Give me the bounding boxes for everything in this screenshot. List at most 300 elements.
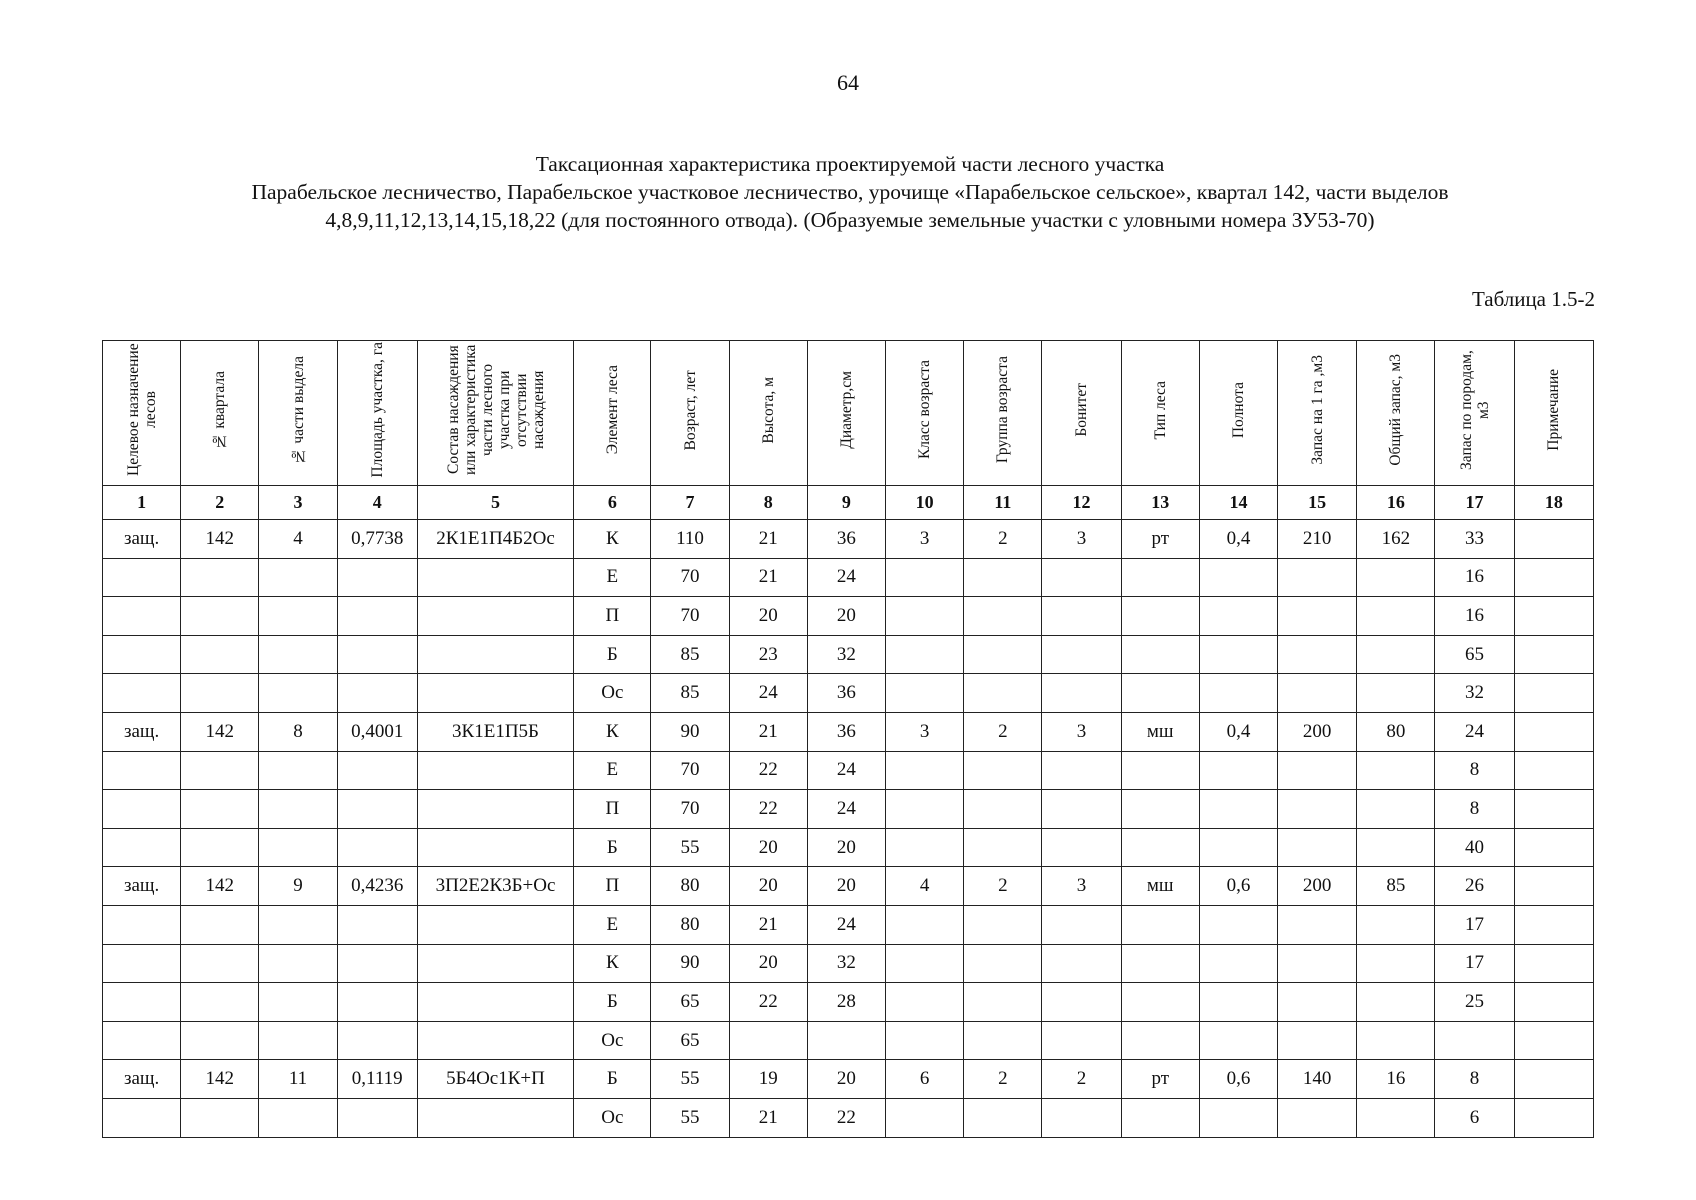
table-cell (417, 1098, 573, 1137)
table-cell (1042, 828, 1121, 867)
table-cell (181, 597, 259, 636)
page-number: 64 (837, 70, 859, 95)
table-cell: 3П2Е2К3Б+Ос (417, 867, 573, 906)
table-cell (181, 944, 259, 983)
table-cell (417, 828, 573, 867)
table-cell: 3 (886, 520, 964, 559)
table-cell: Б (574, 1060, 651, 1099)
table-cell (1357, 751, 1435, 790)
taxation-table (102, 340, 1594, 1138)
table-cell: 0,6 (1199, 867, 1277, 906)
table-cell (181, 828, 259, 867)
column-number: 5 (417, 486, 573, 520)
table-cell (103, 1021, 181, 1060)
table-cell (259, 597, 337, 636)
table-cell: 22 (729, 751, 807, 790)
table-row (103, 1098, 1594, 1137)
table-cell: 36 (807, 674, 885, 713)
table-cell (1514, 867, 1593, 906)
table-cell: 142 (181, 712, 259, 751)
table-cell (337, 983, 417, 1022)
column-header-label: № квартала (211, 370, 229, 450)
table-cell (964, 1098, 1042, 1137)
table-cell (1042, 944, 1121, 983)
table-cell (1042, 1098, 1121, 1137)
table-row (103, 751, 1594, 790)
table-cell (417, 635, 573, 674)
table-cell: 70 (651, 597, 729, 636)
table-cell (886, 1098, 964, 1137)
table-cell: 20 (729, 828, 807, 867)
table-cell: Е (574, 751, 651, 790)
table-cell: 28 (807, 983, 885, 1022)
column-number-row (103, 486, 1594, 520)
table-cell (886, 944, 964, 983)
table-cell (103, 944, 181, 983)
table-cell (259, 944, 337, 983)
table-cell (1278, 1098, 1357, 1137)
column-number: 13 (1121, 486, 1199, 520)
column-header-label: Возраст, лет (681, 369, 699, 451)
table-cell: 20 (729, 944, 807, 983)
table-cell: Б (574, 828, 651, 867)
table-cell (964, 944, 1042, 983)
table-cell: Ос (574, 1021, 651, 1060)
table-cell: 24 (807, 790, 885, 829)
table-cell (181, 558, 259, 597)
table-cell (1357, 983, 1435, 1022)
column-header-label: Диаметр,см (837, 371, 855, 449)
table-cell: защ. (103, 1060, 181, 1099)
table-cell: 3 (886, 712, 964, 751)
table-cell (1199, 751, 1277, 790)
table-cell (181, 790, 259, 829)
table-cell: 8 (1435, 790, 1514, 829)
column-header (337, 341, 417, 486)
table-cell (259, 1021, 337, 1060)
column-number: 11 (964, 486, 1042, 520)
table-cell: мш (1121, 712, 1199, 751)
table-cell (1121, 558, 1199, 597)
table-cell (259, 905, 337, 944)
table-row (103, 828, 1594, 867)
table-cell (103, 751, 181, 790)
table-cell: защ. (103, 712, 181, 751)
table-cell (1199, 790, 1277, 829)
table-cell (886, 1021, 964, 1060)
table-cell: 36 (807, 520, 885, 559)
column-number: 1 (103, 486, 181, 520)
table-cell (1199, 905, 1277, 944)
column-number: 14 (1199, 486, 1277, 520)
column-number: 7 (651, 486, 729, 520)
column-header-label: № части выдела (289, 355, 307, 465)
table-cell (1199, 1021, 1277, 1060)
table-cell (417, 1021, 573, 1060)
table-cell (1357, 635, 1435, 674)
column-header (103, 341, 181, 486)
table-cell: 17 (1435, 905, 1514, 944)
column-header (1121, 341, 1199, 486)
table-cell: Е (574, 905, 651, 944)
table-cell (1357, 944, 1435, 983)
table-cell (1357, 558, 1435, 597)
table-cell: защ. (103, 520, 181, 559)
table-cell: 20 (807, 597, 885, 636)
table-cell (181, 1098, 259, 1137)
column-header (181, 341, 259, 486)
table-caption: Таблица 1.5-2 (1471, 287, 1595, 311)
table-cell (103, 828, 181, 867)
table-cell (337, 674, 417, 713)
table-cell: 5Б4Ос1К+П (417, 1060, 573, 1099)
table-cell: 162 (1357, 520, 1435, 559)
table-cell (417, 983, 573, 1022)
column-header-label: Высота, м (759, 376, 777, 444)
column-number: 2 (181, 486, 259, 520)
table-cell (1199, 1098, 1277, 1137)
column-header (574, 341, 651, 486)
table-cell: 140 (1278, 1060, 1357, 1099)
table-cell (181, 905, 259, 944)
table-cell (964, 751, 1042, 790)
table-cell: 2 (964, 712, 1042, 751)
table-cell (886, 983, 964, 1022)
table-cell: 0,4 (1199, 520, 1277, 559)
table-row (103, 905, 1594, 944)
table-cell (1199, 944, 1277, 983)
table-cell: 142 (181, 1060, 259, 1099)
column-number: 3 (259, 486, 337, 520)
table-cell (337, 597, 417, 636)
table-cell (337, 1098, 417, 1137)
table-cell: 0,7738 (337, 520, 417, 559)
table-cell (417, 597, 573, 636)
table-cell: 20 (729, 867, 807, 906)
table-cell: 142 (181, 520, 259, 559)
table-cell: 24 (1435, 712, 1514, 751)
table-cell (1514, 558, 1593, 597)
table-cell: 22 (729, 983, 807, 1022)
table-cell (1121, 635, 1199, 674)
column-header-label: Целевое назначение лесов (124, 343, 159, 477)
table-cell (1042, 790, 1121, 829)
table-cell (103, 790, 181, 829)
table-cell (1278, 905, 1357, 944)
table-cell: 32 (1435, 674, 1514, 713)
column-number: 12 (1042, 486, 1121, 520)
column-header (964, 341, 1042, 486)
table-cell: 80 (651, 867, 729, 906)
table-cell: 8 (1435, 751, 1514, 790)
column-number: 10 (886, 486, 964, 520)
table-cell (417, 558, 573, 597)
table-cell (729, 1021, 807, 1060)
table-cell: 0,4 (1199, 712, 1277, 751)
table-row (103, 867, 1594, 906)
table-cell: Е (574, 558, 651, 597)
table-cell (1121, 597, 1199, 636)
table-cell (1278, 1021, 1357, 1060)
column-header-label: Состав насаждения или характеристика части лесного участка при отсутствии насаждения (444, 344, 547, 476)
column-header (807, 341, 885, 486)
table-cell (337, 1021, 417, 1060)
table-cell: 6 (886, 1060, 964, 1099)
column-header-label: Общий запас, м3 (1387, 354, 1405, 466)
column-number: 15 (1278, 486, 1357, 520)
table-cell: 70 (651, 558, 729, 597)
table-cell (1357, 597, 1435, 636)
table-cell (886, 790, 964, 829)
column-header (1199, 341, 1277, 486)
table-row (103, 1021, 1594, 1060)
table-row (103, 635, 1594, 674)
table-cell: рт (1121, 520, 1199, 559)
table-cell (1514, 790, 1593, 829)
table-cell: 21 (729, 520, 807, 559)
table-cell (337, 944, 417, 983)
table-cell: 40 (1435, 828, 1514, 867)
table-cell: 4 (886, 867, 964, 906)
table-cell: 32 (807, 635, 885, 674)
table-cell (964, 635, 1042, 674)
table-cell (1514, 635, 1593, 674)
column-header (1357, 341, 1435, 486)
table-cell: 21 (729, 905, 807, 944)
table-cell (417, 944, 573, 983)
column-header-label: Тип леса (1151, 380, 1169, 440)
column-number: 6 (574, 486, 651, 520)
table-cell (1278, 790, 1357, 829)
table-cell: 90 (651, 712, 729, 751)
table-cell (1514, 674, 1593, 713)
table-cell (337, 751, 417, 790)
table-cell: 16 (1357, 1060, 1435, 1099)
table-cell (103, 674, 181, 713)
table-cell: 6 (1435, 1098, 1514, 1137)
table-cell: 0,6 (1199, 1060, 1277, 1099)
table-row (103, 790, 1594, 829)
table-cell: 24 (807, 751, 885, 790)
table-cell: 2К1Е1П4Б2Ос (417, 520, 573, 559)
table-cell: К (574, 944, 651, 983)
table-cell (1278, 635, 1357, 674)
table-cell (1199, 635, 1277, 674)
table-cell: 55 (651, 1060, 729, 1099)
table-cell (1121, 944, 1199, 983)
table-cell (1121, 828, 1199, 867)
table-row (103, 944, 1594, 983)
table-cell (1514, 597, 1593, 636)
table-cell (181, 635, 259, 674)
table-cell (1514, 905, 1593, 944)
table-cell (964, 828, 1042, 867)
table-cell (259, 983, 337, 1022)
table-cell (964, 790, 1042, 829)
table-cell: 85 (651, 635, 729, 674)
table-cell: 2 (964, 520, 1042, 559)
table-cell: Ос (574, 674, 651, 713)
table-cell (181, 983, 259, 1022)
table-cell: 9 (259, 867, 337, 906)
table-cell: мш (1121, 867, 1199, 906)
table-cell: 2 (964, 867, 1042, 906)
table-cell (417, 674, 573, 713)
document-title (150, 150, 1550, 234)
table-cell (1514, 751, 1593, 790)
table-cell (964, 905, 1042, 944)
table-cell (1042, 983, 1121, 1022)
column-number: 8 (729, 486, 807, 520)
table-cell (1042, 558, 1121, 597)
table-cell (1278, 558, 1357, 597)
table-cell (1042, 597, 1121, 636)
table-cell: 8 (1435, 1060, 1514, 1099)
table-cell (259, 828, 337, 867)
table-cell (259, 558, 337, 597)
column-header (1514, 341, 1593, 486)
table-cell: 80 (1357, 712, 1435, 751)
column-header (259, 341, 337, 486)
table-cell: 32 (807, 944, 885, 983)
table-cell (259, 790, 337, 829)
table-cell: 20 (807, 1060, 885, 1099)
table-cell: 55 (651, 828, 729, 867)
table-cell: Ос (574, 1098, 651, 1137)
table-row (103, 558, 1594, 597)
table-cell: 90 (651, 944, 729, 983)
table-cell (181, 1021, 259, 1060)
table-cell: 65 (651, 1021, 729, 1060)
table-cell (1514, 983, 1593, 1022)
table-cell (1042, 674, 1121, 713)
table-cell: 17 (1435, 944, 1514, 983)
title-line-1: Таксационная характеристика проектируемой части лесного участка (535, 152, 1165, 176)
table-body (103, 520, 1594, 1138)
table-cell (103, 1098, 181, 1137)
table-cell: 24 (807, 905, 885, 944)
table-cell: 55 (651, 1098, 729, 1137)
table-cell: Б (574, 983, 651, 1022)
table-cell (1199, 597, 1277, 636)
table-cell: 200 (1278, 867, 1357, 906)
table-cell: 85 (651, 674, 729, 713)
table-cell: 142 (181, 867, 259, 906)
table-cell: 2 (964, 1060, 1042, 1099)
table-cell (1042, 905, 1121, 944)
table-cell (1435, 1021, 1514, 1060)
table-cell: 21 (729, 558, 807, 597)
table-cell (1042, 635, 1121, 674)
table-cell (964, 983, 1042, 1022)
table-cell: 70 (651, 751, 729, 790)
table-cell: 19 (729, 1060, 807, 1099)
header-row (103, 341, 1594, 486)
table-cell (259, 635, 337, 674)
table-cell (337, 558, 417, 597)
table-cell: 20 (807, 867, 885, 906)
table-cell: 0,4001 (337, 712, 417, 751)
table-cell: 24 (807, 558, 885, 597)
column-header (651, 341, 729, 486)
table-cell: К (574, 520, 651, 559)
table-cell (103, 597, 181, 636)
table-cell: 85 (1357, 867, 1435, 906)
table-row (103, 712, 1594, 751)
table-cell (1357, 790, 1435, 829)
table-cell (964, 1021, 1042, 1060)
table-cell (1514, 1098, 1593, 1137)
table-cell (1042, 1021, 1121, 1060)
column-header-label: Класс возраста (916, 360, 934, 460)
column-header (1042, 341, 1121, 486)
table-cell: 26 (1435, 867, 1514, 906)
table-cell: 0,4236 (337, 867, 417, 906)
table-cell: рт (1121, 1060, 1199, 1099)
column-header-label: Запас по породам, м3 (1457, 350, 1492, 470)
table-cell (1514, 1060, 1593, 1099)
table-cell (1121, 905, 1199, 944)
table-cell (1042, 751, 1121, 790)
table-cell (886, 635, 964, 674)
table-cell: 3 (1042, 867, 1121, 906)
table-cell: К (574, 712, 651, 751)
title-line-3: 4,8,9,11,12,13,14,15,18,22 (для постоянного отвода). (Образуемые земельные участки с уловными номера ЗУ53-70) (325, 208, 1375, 232)
column-header-label: Полнота (1229, 381, 1247, 439)
table-cell (886, 597, 964, 636)
table-cell (1278, 674, 1357, 713)
table-cell (417, 905, 573, 944)
table-cell: 3 (1042, 712, 1121, 751)
table-cell: П (574, 790, 651, 829)
table-cell: 3 (1042, 520, 1121, 559)
table-cell (1278, 944, 1357, 983)
table-cell (259, 751, 337, 790)
table-cell (886, 751, 964, 790)
table-cell (103, 983, 181, 1022)
column-header (1278, 341, 1357, 486)
table-cell (103, 558, 181, 597)
column-header-label: Группа возраста (994, 356, 1012, 464)
table-cell (103, 905, 181, 944)
table-cell: Б (574, 635, 651, 674)
table-cell: 65 (1435, 635, 1514, 674)
title-line-2: Парабельское лесничество, Парабельское участковое лесничество, урочище «Парабельское сельское», квартал 142, части выделов (251, 180, 1449, 204)
table-cell (1357, 1021, 1435, 1060)
column-header-label: Бонитет (1073, 383, 1091, 437)
table-cell: 36 (807, 712, 885, 751)
table-cell: 11 (259, 1060, 337, 1099)
table-cell: 16 (1435, 558, 1514, 597)
column-header (729, 341, 807, 486)
table-cell: 16 (1435, 597, 1514, 636)
table-cell: 25 (1435, 983, 1514, 1022)
table-cell (337, 790, 417, 829)
table-cell (964, 597, 1042, 636)
table-cell: 3К1Е1П5Б (417, 712, 573, 751)
table-cell (337, 828, 417, 867)
table-cell: П (574, 597, 651, 636)
table-cell: 23 (729, 635, 807, 674)
table-cell (1278, 828, 1357, 867)
table-cell: 20 (807, 828, 885, 867)
table-cell: 20 (729, 597, 807, 636)
table-cell (886, 828, 964, 867)
table-cell: 22 (729, 790, 807, 829)
table-cell (1278, 983, 1357, 1022)
table-cell: 2 (1042, 1060, 1121, 1099)
table-cell: 24 (729, 674, 807, 713)
